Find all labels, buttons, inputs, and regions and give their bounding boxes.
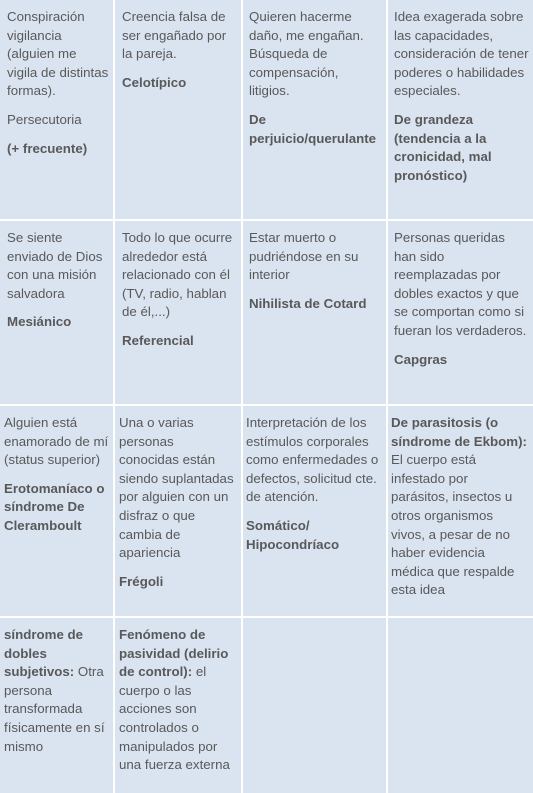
cell-description: Todo lo que ocurre alrededor está relacionado con él (TV, radio, hablan de él,...) [122, 230, 233, 320]
cell-name: Erotomaníaco o síndrome De Cleramboult [4, 480, 105, 533]
table-cell [115, 221, 241, 404]
cell-name: Fenómeno de pasividad (delirio de control): [119, 627, 229, 680]
cell-description: Quieren hacerme daño, me engañan. Búsqueda de compensación, litigios. [249, 9, 364, 99]
cell-description: Idea exagerada sobre las capacidades, consideración de tener poderes o habilidades especiales. [394, 9, 529, 99]
table-cell [115, 0, 241, 219]
cell-name: Frégoli [119, 573, 164, 589]
cell-name: síndrome de dobles subjetivos: [4, 627, 84, 680]
cell-description: Una o varias personas conocidas están siendo suplantadas por alguien con un disfraz o que cambia de apariencia [119, 415, 234, 561]
table-cell [243, 221, 386, 404]
cell-description: Personas queridas han sido reemplazadas por dobles exactos y que se comportan como si fueran los verdaderos. [394, 230, 527, 338]
cell-description: El cuerpo está infestado por parásitos, insectos u otros organismos vivos, a pesar de no haber evidencia médica que respalde esta idea [391, 452, 515, 598]
cell-description: Estar muerto o pudriéndose en su interior [249, 230, 359, 283]
cell-description: Interpretación de los estímulos corporales como enfermedades o defectos, solicitud cte. de atención. [246, 415, 379, 505]
cell-name: De perjuicio/querulante [249, 111, 377, 146]
table-cell-empty [388, 618, 533, 793]
table-cell [388, 406, 533, 616]
cell-name: De grandeza (tendencia a la cronicidad, mal pronóstico) [394, 111, 492, 183]
table-cell [388, 221, 533, 404]
table-cell [243, 0, 386, 219]
cell-description: el cuerpo o las acciones son controlados o manipulados por una fuerza externa [119, 664, 230, 773]
table-cell [0, 406, 113, 616]
cell-description: Creencia falsa de ser engañado por la pareja. [122, 9, 227, 62]
cell-name: De parasitosis (o síndrome de Ekbom): [391, 415, 527, 449]
cell-extra: Persecutoria [7, 111, 82, 127]
table-cell [115, 618, 241, 793]
table-cell [0, 618, 113, 793]
cell-description: Se siente enviado de Dios con una misión salvadora [7, 230, 103, 301]
table-cell [0, 221, 113, 404]
table-cell [0, 0, 113, 219]
cell-description: Alguien está enamorado de mí (status superior) [4, 415, 109, 468]
cell-description: Conspiración vigilancia (alguien me vigila de distintas formas). [7, 9, 109, 99]
cell-name: Celotípico [122, 74, 187, 90]
cell-name: Somático/ Hipocondríaco [246, 517, 340, 552]
cell-description: Otra persona transformada físicamente en sí mismo [4, 664, 105, 754]
table-cell [243, 406, 386, 616]
cell-name: Capgras [394, 351, 448, 367]
cell-name: Nihilista de Cotard [249, 295, 367, 311]
cell-name: (+ frecuente) [7, 140, 88, 156]
table-cell-empty [243, 618, 386, 793]
table-cell [388, 0, 533, 219]
cell-name: Referencial [122, 332, 194, 348]
cell-name: Mesiánico [7, 314, 72, 330]
table-cell [115, 406, 241, 616]
